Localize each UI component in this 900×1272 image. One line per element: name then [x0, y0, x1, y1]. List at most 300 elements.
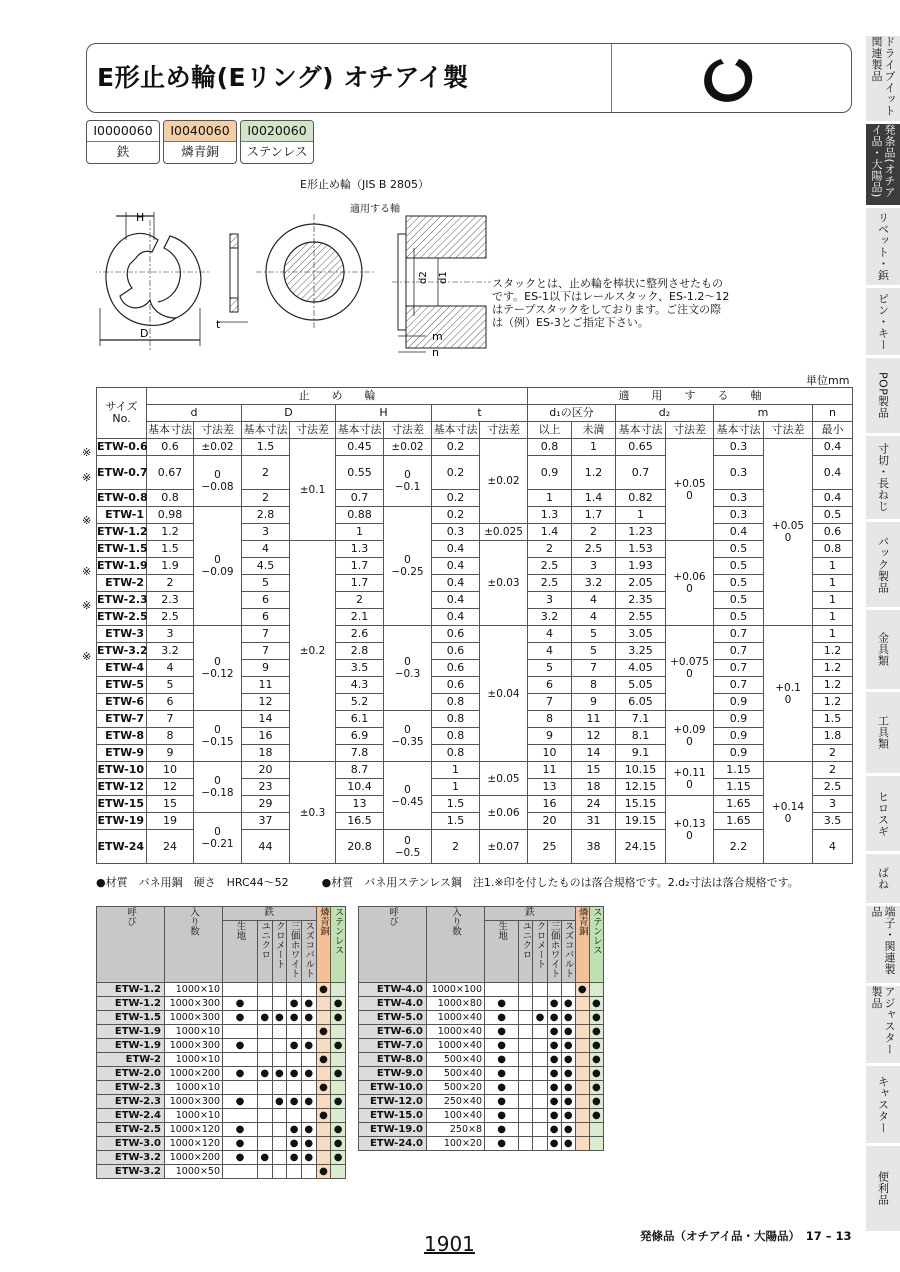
spec-body: [97, 439, 853, 864]
size-cell: ETW-3: [97, 626, 147, 643]
side-tab[interactable]: [866, 986, 900, 1064]
n-cell: 0.4: [813, 439, 853, 456]
code-number: I0020060: [241, 121, 313, 142]
m-cell: 0.4: [714, 524, 764, 541]
code-material: 鉄: [116, 144, 130, 159]
size-cell: ETW-0.6: [97, 439, 147, 456]
H-cell: 0.7: [336, 490, 384, 507]
side-tab[interactable]: [866, 358, 900, 434]
t-cell: 0.4: [432, 558, 480, 575]
d-tol-cell: ±0.02: [194, 439, 242, 456]
mat-flag: [316, 1123, 331, 1137]
mat-flag: [547, 1137, 561, 1151]
material-table-right: [358, 906, 604, 1151]
size-cell: ETW-1.5: [97, 541, 147, 558]
t-cell: 0.4: [432, 609, 480, 626]
available-dot: ●: [497, 997, 507, 1009]
d1-under-cell: 9: [572, 694, 616, 711]
size-cell: ETW-7: [97, 711, 147, 728]
header-shaft: 適 用 す る 軸: [528, 388, 853, 405]
mat-size: ETW-19.0: [359, 1123, 427, 1137]
side-tab[interactable]: [866, 436, 900, 520]
d1-over-cell: 3: [528, 592, 572, 609]
available-dot: ●: [497, 1137, 507, 1149]
H-cell: 2.8: [336, 643, 384, 660]
mat-flag: [547, 1095, 561, 1109]
side-tab[interactable]: [866, 36, 900, 122]
side-tab[interactable]: [866, 1066, 900, 1144]
m-cell: 0.9: [714, 711, 764, 728]
mat-col-iron: 鉄: [223, 907, 317, 921]
d-cell: 0.98: [147, 507, 194, 524]
mat-flag: [485, 1095, 519, 1109]
code-bronze[interactable]: [163, 120, 237, 164]
mat-flag: [223, 1081, 258, 1095]
dim-d2: d2: [418, 271, 429, 284]
mat-qty: 250×40: [427, 1095, 485, 1109]
d1-under-cell: 4: [572, 592, 616, 609]
mat-flag: [316, 997, 331, 1011]
mat-flag: [223, 1025, 258, 1039]
H-cell: 20.8: [336, 830, 384, 864]
side-tab[interactable]: [866, 692, 900, 774]
available-dot: ●: [235, 1039, 245, 1051]
D-cell: 4: [242, 541, 290, 558]
size-cell: ETW-19: [97, 813, 147, 830]
d2-cell: 24.15: [616, 830, 666, 864]
available-dot: ●: [535, 1011, 545, 1023]
available-dot: ●: [289, 1067, 299, 1079]
available-dot: ●: [319, 1081, 328, 1093]
mat-flag: [316, 1165, 331, 1179]
local-standard-mark: ※: [82, 514, 92, 527]
available-dot: ●: [592, 1109, 601, 1121]
d-cell: 0.67: [147, 456, 194, 490]
side-tab-label: 端子・関連製品: [870, 906, 896, 975]
available-dot: ●: [235, 997, 245, 1009]
d1-over-cell: 6: [528, 677, 572, 694]
mat-flag: [575, 1137, 589, 1151]
dim-n: n: [432, 346, 439, 359]
d1-over-cell: 8: [528, 711, 572, 728]
mat-size: ETW-2: [97, 1053, 165, 1067]
m-cell: 0.3: [714, 490, 764, 507]
mat-flag: [533, 1011, 547, 1025]
side-tabs: [866, 36, 900, 1236]
d-cell: 4: [147, 660, 194, 677]
mat-flag: [287, 1039, 302, 1053]
mat-size: ETW-4.0: [359, 983, 427, 997]
H-cell: 10.4: [336, 779, 384, 796]
m-cell: 0.5: [714, 592, 764, 609]
size-cell: ETW-15: [97, 796, 147, 813]
d-tol-cell: 0 −0.09: [194, 507, 242, 626]
available-dot: ●: [289, 1137, 299, 1149]
d-cell: 15: [147, 796, 194, 813]
mat-flag: [533, 983, 547, 997]
d2-cell: 0.82: [616, 490, 666, 507]
H-cell: 2: [336, 592, 384, 609]
available-dot: ●: [304, 1151, 314, 1163]
available-dot: ●: [260, 1151, 270, 1163]
side-tab-label: 便利品: [876, 1171, 890, 1206]
mat-qty: 1000×50: [165, 1165, 223, 1179]
available-dot: ●: [549, 997, 559, 1009]
t-cell: 1: [432, 779, 480, 796]
t-cell: 0.6: [432, 677, 480, 694]
mat-flag: [287, 1151, 302, 1165]
d2-tol-cell: +0.075 0: [666, 626, 714, 711]
mat-row: [359, 1039, 604, 1053]
t-tol-cell: ±0.02: [480, 439, 528, 524]
d1-over-cell: 1.3: [528, 507, 572, 524]
mat-flag: [547, 1025, 561, 1039]
mat-qty: 1000×100: [427, 983, 485, 997]
D-cell: 6: [242, 609, 290, 626]
mat-qty: 500×40: [427, 1067, 485, 1081]
d-cell: 0.6: [147, 439, 194, 456]
side-tab-label: 寸切・長ねじ: [876, 443, 890, 512]
mat-flag: [575, 1095, 589, 1109]
m-cell: 0.3: [714, 439, 764, 456]
mat-flag: [287, 1123, 302, 1137]
mat-flag: [287, 1011, 302, 1025]
H-tol-cell: 0 −0.3: [384, 626, 432, 711]
d2-cell: 8.1: [616, 728, 666, 745]
mat-flag: [561, 1025, 575, 1039]
mat-flag: [561, 983, 575, 997]
available-dot: ●: [319, 1025, 328, 1037]
mat-flag: [485, 1123, 519, 1137]
available-dot: ●: [319, 1165, 328, 1177]
mat-flag: [257, 1109, 272, 1123]
side-tab[interactable]: [866, 610, 900, 690]
available-dot: ●: [304, 1011, 314, 1023]
mat-flag: [257, 1011, 272, 1025]
mat-flag: [223, 1151, 258, 1165]
mat-flag: [561, 1067, 575, 1081]
size-cell: ETW-2.3: [97, 592, 147, 609]
H-cell: 8.7: [336, 762, 384, 779]
mat-flag: [301, 1011, 316, 1025]
mat-flag: [547, 1011, 561, 1025]
d1-under-cell: 14: [572, 745, 616, 762]
code-number: I0000060: [87, 121, 159, 142]
mat-size: ETW-1.2: [97, 997, 165, 1011]
mat-flag: [301, 1137, 316, 1151]
material-table-left: [96, 906, 346, 1179]
diagram-caption: E形止め輪（JIS B 2805）: [300, 178, 429, 191]
d-cell: 0.8: [147, 490, 194, 507]
mat-flag: [589, 1011, 603, 1025]
available-dot: ●: [563, 1109, 573, 1121]
H-cell: 0.45: [336, 439, 384, 456]
d-cell: 3.2: [147, 643, 194, 660]
t-cell: 1: [432, 762, 480, 779]
mat-size: ETW-5.0: [359, 1011, 427, 1025]
H-cell: 1.7: [336, 575, 384, 592]
mat-size: ETW-1.9: [97, 1039, 165, 1053]
n-cell: 3: [813, 796, 853, 813]
mat-flag: [223, 983, 258, 997]
mat-flag: [331, 1137, 346, 1151]
header-D: D: [242, 405, 336, 422]
dim-d1: d1: [438, 271, 449, 284]
stack-note: スタックとは、止め輪を棒状に整列させたものです。ES-1以下はレールスタック、ES-1.2～12はテープスタックをしております。ご注文の際は（例）ES-3とご指定下さい。: [492, 277, 730, 329]
d1-under-cell: 1: [572, 439, 616, 456]
mat-flag: [547, 1067, 561, 1081]
d-cell: 12: [147, 779, 194, 796]
mat-qty: 100×20: [427, 1137, 485, 1151]
mat-qty: 1000×40: [427, 1039, 485, 1053]
mat-flag: [485, 1109, 519, 1123]
side-tab[interactable]: [866, 1146, 900, 1232]
m-cell: 0.7: [714, 626, 764, 643]
t-cell: 1.5: [432, 813, 480, 830]
mat-size: ETW-4.0: [359, 997, 427, 1011]
available-dot: ●: [563, 1095, 573, 1107]
size-cell: ETW-0.7: [97, 456, 147, 490]
size-cell: ETW-4: [97, 660, 147, 677]
mat-row: [359, 983, 604, 997]
mat-flag: [575, 1067, 589, 1081]
mat-qty: 500×20: [427, 1081, 485, 1095]
mat-size: ETW-1.2: [97, 983, 165, 997]
t-cell: 0.8: [432, 728, 480, 745]
D-cell: 1.5: [242, 439, 290, 456]
mat-flag: [533, 1067, 547, 1081]
mat-qty: 1000×40: [427, 1025, 485, 1039]
m-cell: 0.7: [714, 643, 764, 660]
mat-flag: [272, 1165, 287, 1179]
d1-under-cell: 15: [572, 762, 616, 779]
d-cell: 1.5: [147, 541, 194, 558]
t-tol-cell: ±0.025: [480, 524, 528, 541]
dim-D: D: [140, 327, 149, 340]
mat-flag: [485, 983, 519, 997]
mat-qty: 1000×300: [165, 997, 223, 1011]
side-tab[interactable]: [866, 776, 900, 852]
m-cell: 1.65: [714, 813, 764, 830]
available-dot: ●: [497, 1067, 507, 1079]
fitted-view: [256, 214, 376, 330]
mat-flag: [316, 983, 331, 997]
d2-cell: 12.15: [616, 779, 666, 796]
page-title: E形止め輪(Eリング) オチアイ製: [97, 63, 469, 92]
available-dot: ●: [235, 1151, 245, 1163]
side-tab[interactable]: [866, 124, 900, 206]
available-dot: ●: [592, 1067, 601, 1079]
code-stainless[interactable]: [240, 120, 314, 164]
t-cell: 0.6: [432, 643, 480, 660]
H-tol-cell: ±0.02: [384, 439, 432, 456]
mat-flag: [272, 1081, 287, 1095]
mat-flag: [561, 1109, 575, 1123]
d2-cell: 10.15: [616, 762, 666, 779]
d-cell: 2.5: [147, 609, 194, 626]
mat-flag: [547, 1109, 561, 1123]
t-cell: 2: [432, 830, 480, 864]
mat-size: ETW-3.0: [97, 1137, 165, 1151]
D-cell: 11: [242, 677, 290, 694]
d2-cell: 1.23: [616, 524, 666, 541]
local-standard-mark: ※: [82, 471, 92, 484]
n-cell: 1: [813, 558, 853, 575]
d-cell: 3: [147, 626, 194, 643]
header-ring: 止 め 輪: [147, 388, 528, 405]
side-tab[interactable]: [866, 522, 900, 608]
available-dot: ●: [260, 1067, 270, 1079]
size-cell: ETW-0.8: [97, 490, 147, 507]
mat-col-white: 三価ホワイト: [287, 921, 302, 983]
mat-flag: [257, 997, 272, 1011]
available-dot: ●: [592, 1095, 601, 1107]
header-m: m: [714, 405, 813, 422]
mat-flag: [287, 1137, 302, 1151]
mat-size: ETW-2.3: [97, 1081, 165, 1095]
d1-under-cell: 24: [572, 796, 616, 813]
size-cell: ETW-2.5: [97, 609, 147, 626]
available-dot: ●: [592, 997, 601, 1009]
available-dot: ●: [289, 1151, 299, 1163]
front-view: [96, 212, 211, 350]
mat-flag: [331, 1053, 346, 1067]
mat-flag: [547, 1039, 561, 1053]
available-dot: ●: [333, 1137, 343, 1149]
mat-col-cobalt: スズコバルト: [561, 921, 575, 983]
side-tab[interactable]: [866, 288, 900, 356]
n-cell: 3.5: [813, 813, 853, 830]
m-tol-cell: +0.1 0: [764, 626, 813, 762]
mat-col-chro: クロメート: [272, 921, 287, 983]
available-dot: ●: [592, 1011, 601, 1023]
mat-size: ETW-6.0: [359, 1025, 427, 1039]
d2-cell: 2.35: [616, 592, 666, 609]
mat-qty: 250×8: [427, 1123, 485, 1137]
spec-row: [97, 507, 853, 524]
mat-size: ETW-9.0: [359, 1067, 427, 1081]
side-tab[interactable]: [866, 854, 900, 904]
d1-over-cell: 16: [528, 796, 572, 813]
m-cell: 0.9: [714, 694, 764, 711]
available-dot: ●: [235, 1123, 245, 1135]
mat-qty: 100×40: [427, 1109, 485, 1123]
mat-flag: [485, 1081, 519, 1095]
available-dot: ●: [563, 1081, 573, 1093]
mat-flag: [257, 1053, 272, 1067]
available-dot: ●: [304, 1137, 314, 1149]
title-box: [86, 43, 852, 113]
mat-qty: 1000×10: [165, 983, 223, 997]
side-tab-label: ヒロスギ: [876, 790, 890, 837]
available-dot: ●: [260, 1011, 270, 1023]
mat-flag: [287, 983, 302, 997]
m-cell: 1.15: [714, 762, 764, 779]
available-dot: ●: [563, 1053, 573, 1065]
mat-flag: [223, 1095, 258, 1109]
mat-flag: [547, 1123, 561, 1137]
D-cell: 16: [242, 728, 290, 745]
mat-qty: 1000×40: [427, 1011, 485, 1025]
n-cell: 0.8: [813, 541, 853, 558]
d2-tol-cell: +0.05 0: [666, 439, 714, 541]
mat-flag: [316, 1039, 331, 1053]
mat-row: [359, 1067, 604, 1081]
H-cell: 5.2: [336, 694, 384, 711]
side-tab[interactable]: [866, 208, 900, 286]
D-cell: 14: [242, 711, 290, 728]
mat-flag: [301, 1067, 316, 1081]
available-dot: ●: [333, 1011, 343, 1023]
available-dot: ●: [549, 1081, 559, 1093]
mat-size: ETW-1.5: [97, 1011, 165, 1025]
size-cell: ETW-9: [97, 745, 147, 762]
d-tol-cell: 0 −0.12: [194, 626, 242, 711]
mat-flag: [589, 1025, 603, 1039]
available-dot: ●: [563, 1123, 573, 1135]
n-cell: 1.2: [813, 643, 853, 660]
mat-size: ETW-2.3: [97, 1095, 165, 1109]
available-dot: ●: [333, 1039, 343, 1051]
n-cell: 4: [813, 830, 853, 864]
mat-size: ETW-3.2: [97, 1151, 165, 1165]
d1-under-cell: 5: [572, 626, 616, 643]
t-cell: 0.4: [432, 541, 480, 558]
mat-col-yuni: ユニクロ: [257, 921, 272, 983]
d2-cell: 3.05: [616, 626, 666, 643]
side-tab[interactable]: [866, 906, 900, 984]
H-cell: 16.5: [336, 813, 384, 830]
mat-flag: [301, 1039, 316, 1053]
D-cell: 12: [242, 694, 290, 711]
mat-flag: [272, 1095, 287, 1109]
mat-flag: [575, 1039, 589, 1053]
available-dot: ●: [592, 1081, 601, 1093]
mat-qty: 1000×200: [165, 1067, 223, 1081]
code-iron[interactable]: [86, 120, 160, 164]
col-size: サイズ No.: [97, 388, 147, 439]
mat-col-qty: 入り数: [165, 907, 223, 983]
mat-flag: [316, 1025, 331, 1039]
mat-flag: [257, 1151, 272, 1165]
mat-flag: [589, 1137, 603, 1151]
mat-flag: [589, 1123, 603, 1137]
mat-flag: [575, 1025, 589, 1039]
n-cell: 1.8: [813, 728, 853, 745]
available-dot: ●: [304, 1123, 314, 1135]
available-dot: ●: [333, 997, 343, 1009]
d1-over-cell: 13: [528, 779, 572, 796]
title-divider: [611, 44, 612, 112]
available-dot: ●: [563, 1067, 573, 1079]
mat-flag: [575, 1123, 589, 1137]
mat-flag: [575, 1011, 589, 1025]
t-cell: 0.4: [432, 592, 480, 609]
d1-under-cell: 38: [572, 830, 616, 864]
mat-flag: [533, 1123, 547, 1137]
D-cell: 2.8: [242, 507, 290, 524]
local-standard-mark: ※: [82, 446, 92, 459]
t-cell: 0.8: [432, 745, 480, 762]
header-d: d: [147, 405, 242, 422]
d2-tol-cell: +0.09 0: [666, 711, 714, 762]
H-cell: 4.3: [336, 677, 384, 694]
D-tol-cell: ±0.3: [290, 762, 336, 864]
d1-over-cell: 7: [528, 694, 572, 711]
mat-flag: [331, 1151, 346, 1165]
D-cell: 5: [242, 575, 290, 592]
available-dot: ●: [304, 1095, 314, 1107]
